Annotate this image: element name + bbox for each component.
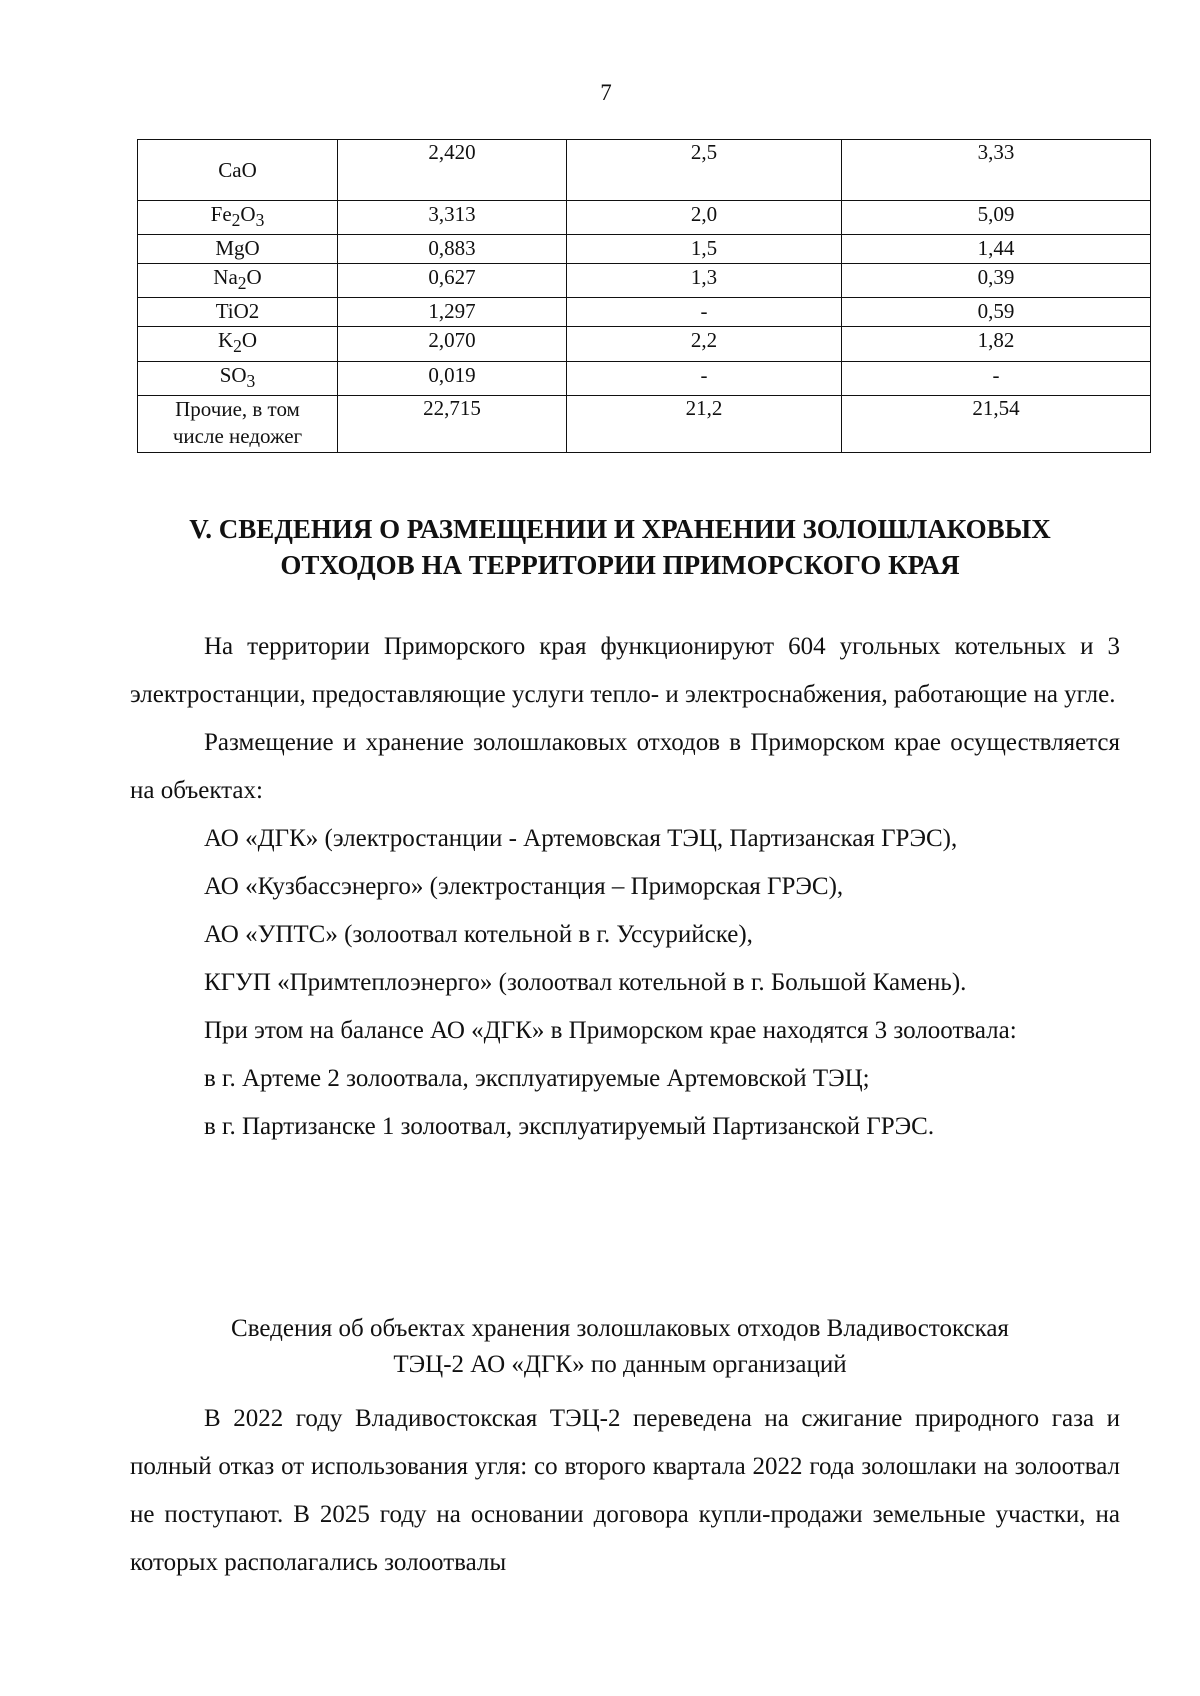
value-cell: 1,297 — [338, 298, 567, 327]
paragraph: АО «УПТС» (золоотвал котельной в г. Уссурийске), — [204, 921, 753, 948]
paragraph: КГУП «Примтеплоэнерго» (золоотвал котельной в г. Большой Камень). — [204, 969, 967, 996]
oxide-name: Прочие, в том числе недожег — [138, 395, 338, 452]
subsection-body — [130, 1395, 1120, 1587]
paragraph: Размещение и хранение золошлаковых отходов в Приморском крае осуществляется на объектах: — [130, 729, 1120, 804]
value-cell: 3,33 — [842, 140, 1151, 201]
paragraph: В 2022 году Владивостокская ТЭЦ-2 переведена на сжигание природного газа и полный отказ от использования угля: со второго квартала 2022 года золошлаки на золоотвал не поступают. В 2025 году на основании договора купли-продажи земельные участки, на которых располагались золоотвалы — [130, 1405, 1120, 1576]
value-cell: 2,420 — [338, 140, 567, 201]
value-cell: 2,070 — [338, 327, 567, 361]
value-cell: 21,2 — [567, 395, 842, 452]
value-cell: 3,313 — [338, 201, 567, 235]
section-title — [120, 511, 1120, 583]
value-cell: 22,715 — [338, 395, 567, 452]
section-title-line: ОТХОДОВ НА ТЕРРИТОРИИ ПРИМОРСКОГО КРАЯ — [280, 550, 960, 580]
oxide-name: MgO — [138, 235, 338, 264]
value-cell: 0,627 — [338, 264, 567, 298]
paragraph: На территории Приморского края функционируют 604 угольных котельных и 3 электростанции, предоставляющие услуги тепло- и электроснабжения, работающие на угле. — [130, 633, 1120, 708]
subsection-title — [120, 1311, 1120, 1383]
section-title-line: V. СВЕДЕНИЯ О РАЗМЕЩЕНИИ И ХРАНЕНИИ ЗОЛОШЛАКОВЫХ — [189, 514, 1051, 544]
oxide-name: $K_2O$ — [138, 327, 338, 361]
value-cell: 2,2 — [567, 327, 842, 361]
paragraph: АО «Кузбассэнерго» (электростанция – Приморская ГРЭС), — [204, 873, 844, 900]
table-row — [138, 298, 1151, 327]
paragraph: При этом на балансе АО «ДГК» в Приморском крае находятся 3 золоотвала: — [204, 1017, 1017, 1044]
table-row — [138, 264, 1151, 298]
table-row — [138, 327, 1151, 361]
value-cell: 1,5 — [567, 235, 842, 264]
value-cell: 0,883 — [338, 235, 567, 264]
paragraph: в г. Артеме 2 золоотвала, эксплуатируемые Артемовской ТЭЦ; — [204, 1065, 870, 1092]
oxide-composition-table — [137, 139, 1151, 453]
page-number: 7 — [600, 80, 612, 105]
subsection-title-line: ТЭЦ-2 АО «ДГК» по данным организаций — [393, 1351, 847, 1378]
value-cell: 0,019 — [338, 361, 567, 395]
table-row — [138, 361, 1151, 395]
table-row — [138, 395, 1151, 452]
value-cell: 0,59 — [842, 298, 1151, 327]
table-row — [138, 201, 1151, 235]
value-cell: - — [567, 361, 842, 395]
table-row — [138, 235, 1151, 264]
value-cell: - — [842, 361, 1151, 395]
paragraph: АО «ДГК» (электростанции - Артемовская ТЭЦ, Партизанская ГРЭС), — [204, 825, 958, 852]
paragraph: в г. Партизанске 1 золоотвал, эксплуатируемый Партизанской ГРЭС. — [204, 1113, 935, 1140]
oxide-name: $SO_3$ — [138, 361, 338, 395]
oxide-name: TiO2 — [138, 298, 338, 327]
subsection-title-line: Сведения об объектах хранения золошлаковых отходов Владивостокская — [231, 1315, 1009, 1342]
table-row — [138, 140, 1151, 201]
section-body — [130, 623, 1120, 1151]
value-cell: 1,82 — [842, 327, 1151, 361]
value-cell: 1,3 — [567, 264, 842, 298]
value-cell: 2,0 — [567, 201, 842, 235]
value-cell: 21,54 — [842, 395, 1151, 452]
value-cell: 1,44 — [842, 235, 1151, 264]
value-cell: 0,39 — [842, 264, 1151, 298]
oxide-name: $Na_2O$ — [138, 264, 338, 298]
oxide-name: $Fe_2O_3$ — [138, 201, 338, 235]
oxide-name: CaO — [138, 140, 338, 201]
value-cell: 5,09 — [842, 201, 1151, 235]
value-cell: 2,5 — [567, 140, 842, 201]
value-cell: - — [567, 298, 842, 327]
